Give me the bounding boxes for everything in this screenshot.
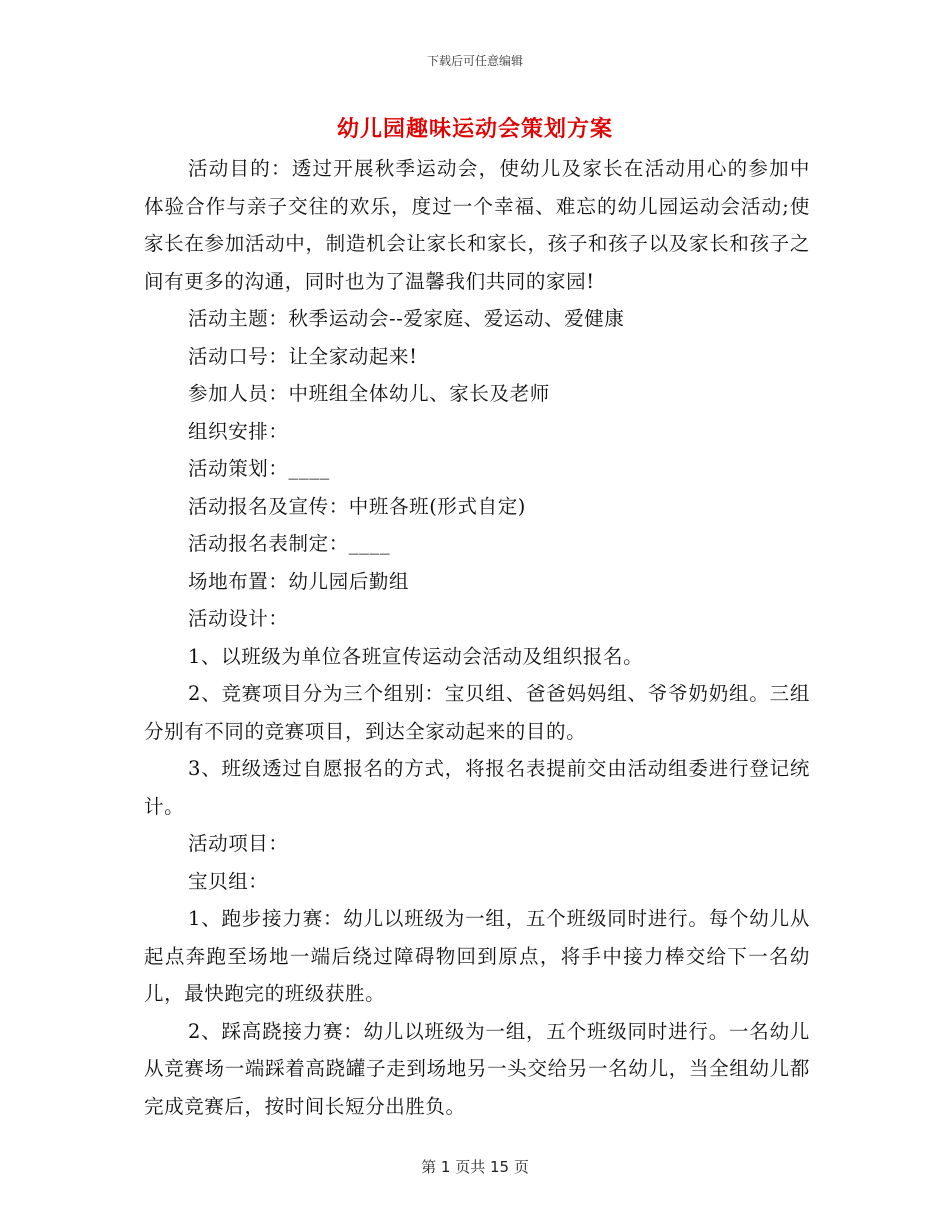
paragraph-design: 活动设计：: [188, 607, 289, 630]
paragraph-theme: 活动主题：秋季运动会--爱家庭、爱运动、爱健康: [188, 307, 625, 330]
paragraph-participants: 参加人员：中班组全体幼儿、家长及老师: [188, 382, 550, 405]
paragraph-design-3: 3、班级透过自愿报名的方式，将报名表提前交由活动组委进行登记统计。: [144, 757, 810, 818]
paragraph-purpose: 活动目的：透过开展秋季运动会，使幼儿及家长在活动用心的参加中体验合作与亲子交往的欢乐，度过一个幸福、难忘的幼儿园运动会活动;使家长在参加活动中，制造机会让家长和家长，孩子和孩子以及家长和孩子之间有更多的沟通，同时也为了温馨我们共同的家园!: [144, 157, 810, 293]
paragraph-organization: 组织安排：: [188, 419, 289, 443]
paragraph-planning: 活动策划：____: [188, 457, 330, 480]
paragraph-event-2: 2、踩高跷接力赛：幼儿以班级为一组，五个班级同时进行。一名幼儿从竞赛场一端踩着高跷罐子走到场地另一头交给另一名幼儿，当全组幼儿都完成竞赛后，按时间长短分出胜负。: [144, 1019, 810, 1118]
document-body: [144, 150, 810, 1125]
paragraph-form: 活动报名表制定：____: [188, 532, 391, 555]
document-title: 幼儿园趣味运动会策划方案: [336, 117, 613, 142]
paragraph-slogan: 活动口号：让全家动起来!: [188, 344, 418, 368]
page-footer-number: 第 1 页共 15 页: [421, 1158, 529, 1176]
paragraph-baby-group: 宝贝组：: [188, 869, 269, 893]
paragraph-design-2: 2、竞赛项目分为三个组别：宝贝组、爸爸妈妈组、爷爷奶奶组。三组分别有不同的竞赛项目，到达全家动起来的目的。: [144, 682, 810, 743]
paragraph-events: 活动项目：: [188, 832, 289, 855]
page-header-note: 下载后可任意编辑: [426, 54, 523, 68]
paragraph-design-1: 1、以班级为单位各班宣传运动会活动及组织报名。: [188, 644, 644, 668]
paragraph-venue: 场地布置：幼儿园后勤组: [188, 569, 410, 593]
paragraph-registration: 活动报名及宣传：中班各班(形式自定): [188, 494, 527, 518]
paragraph-event-1: 1、跑步接力赛：幼儿以班级为一组，五个班级同时进行。每个幼儿从起点奔跑至场地一端后绕过障碍物回到原点，将手中接力棒交给下一名幼儿，最快跑完的班级获胜。: [144, 907, 810, 1005]
